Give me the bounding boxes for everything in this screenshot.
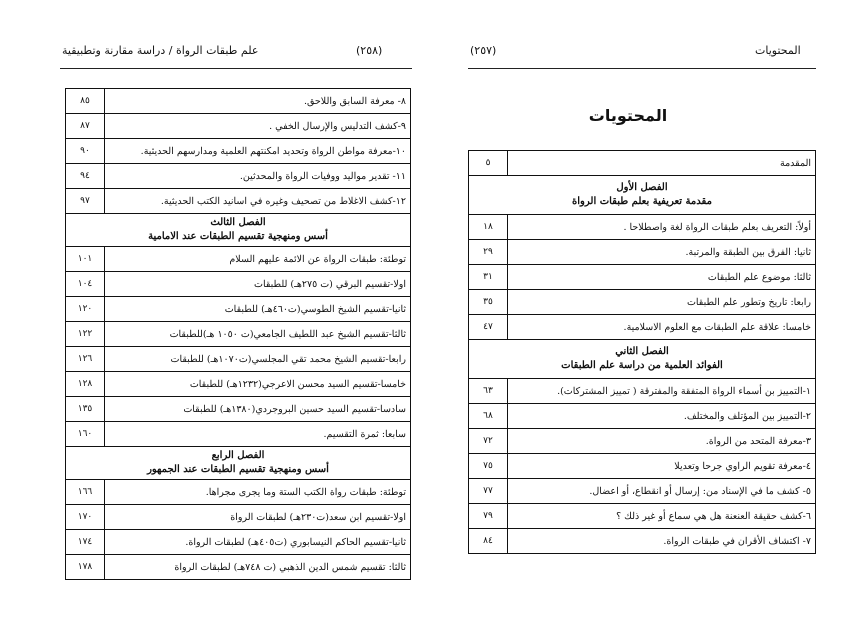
toc-entry[interactable]: ٦-كشف حقيقة العنعنة هل هي سماع أو غير ذلك ؟ <box>508 504 816 529</box>
toc-page-number: ٨٧ <box>66 114 105 139</box>
toc-row <box>469 240 816 265</box>
toc-entry[interactable]: ١-التمييز بن أسماء الرواة المتفقة والمفترقة ( تمييز المشتركات). <box>508 379 816 404</box>
toc-page-number: ١٠٤ <box>66 272 105 297</box>
toc-row <box>469 151 816 176</box>
left-page-number: (٢٥٨) <box>356 44 383 57</box>
toc-page-number: ١٦٦ <box>66 480 105 505</box>
toc-entry[interactable]: توطئة: طبقات رواة الكتب الستة وما يجرى مجراها. <box>105 480 411 505</box>
toc-entry[interactable]: توطئة: طبقات الرواة عن الائمة عليهم السلام <box>105 247 411 272</box>
toc-entry[interactable]: ٢-التمييز بين المؤتلف والمختلف. <box>508 404 816 429</box>
chapter-subtitle: أسس ومنهجية تقسيم الطبقات عند الامامية <box>148 231 328 242</box>
toc-entry[interactable]: ٤-معرفة تقويم الراوي جرحا وتعديلا <box>508 454 816 479</box>
chapter-title: الفصل الثالث <box>210 217 266 228</box>
chapter-heading <box>66 214 411 247</box>
toc-page-number: ٦٣ <box>469 379 508 404</box>
left-toc-table <box>65 88 411 580</box>
toc-page-number: ١٣٥ <box>66 397 105 422</box>
toc-entry[interactable]: سادسا-تقسيم السيد حسين البروجردي(١٣٨٠هـ) للطبقات <box>105 397 411 422</box>
toc-row <box>66 272 411 297</box>
right-toc-table <box>468 150 816 554</box>
toc-entry[interactable]: رابعا: تاريخ وتطور علم الطبقات <box>508 290 816 315</box>
toc-row <box>66 89 411 114</box>
toc-row <box>469 504 816 529</box>
toc-page-number: ٦٨ <box>469 404 508 429</box>
toc-row <box>469 265 816 290</box>
toc-page-number: ٩٠ <box>66 139 105 164</box>
toc-row <box>66 247 411 272</box>
chapter-heading <box>469 176 816 215</box>
toc-row <box>469 454 816 479</box>
toc-row <box>66 114 411 139</box>
toc-page-number: ١٧٨ <box>66 555 105 580</box>
toc-page-number: ٧٢ <box>469 429 508 454</box>
toc-entry[interactable]: ثانيا: الفرق بين الطبقة والمرتبة. <box>508 240 816 265</box>
toc-row <box>66 297 411 322</box>
toc-page-number: ٩٧ <box>66 189 105 214</box>
toc-row <box>469 379 816 404</box>
toc-entry[interactable]: المقدمة <box>508 151 816 176</box>
toc-row <box>469 404 816 429</box>
toc-row <box>469 479 816 504</box>
toc-page-number: ١٧٤ <box>66 530 105 555</box>
toc-entry[interactable]: سابعا: ثمرة التقسيم. <box>105 422 411 447</box>
right-page-number: (٢٥٧) <box>470 44 497 57</box>
toc-entry[interactable]: خامسا: علاقة علم الطبقات مع العلوم الاسلامية. <box>508 315 816 340</box>
toc-entry[interactable]: ٥- كشف ما في الإسناد من: إرسال أو انقطاع، أو اعضال. <box>508 479 816 504</box>
toc-entry[interactable]: اولا-تقسيم البرقي (ت ٢٧٥هـ) للطبقات <box>105 272 411 297</box>
toc-page-number: ٤٧ <box>469 315 508 340</box>
toc-row <box>66 555 411 580</box>
toc-row <box>66 322 411 347</box>
toc-entry[interactable]: رابعا-تقسيم الشيخ محمد تقي المجلسي(ت١٠٧٠هـ) للطبقات <box>105 347 411 372</box>
chapter-title: الفصل الأول <box>616 182 668 193</box>
toc-row <box>66 422 411 447</box>
toc-row <box>66 139 411 164</box>
toc-row <box>469 315 816 340</box>
toc-entry[interactable]: أولاً: التعريف بعلم طبقات الرواة لغة واصطلاحا . <box>508 215 816 240</box>
chapter-heading <box>66 447 411 480</box>
toc-row <box>66 164 411 189</box>
toc-row <box>66 505 411 530</box>
toc-page-number: ٢٩ <box>469 240 508 265</box>
toc-row <box>469 529 816 554</box>
toc-row <box>66 480 411 505</box>
toc-page-number: ٨٤ <box>469 529 508 554</box>
toc-page-number: ١٨ <box>469 215 508 240</box>
toc-entry[interactable]: اولا-تقسيم ابن سعد(ت٢٣٠هـ) لطبقات الرواة <box>105 505 411 530</box>
toc-row <box>66 189 411 214</box>
toc-row <box>469 215 816 240</box>
toc-page-number: ١٢٦ <box>66 347 105 372</box>
chapter-subtitle: الفوائد العلمية من دراسة علم الطبقات <box>561 360 723 371</box>
toc-entry[interactable]: ثالثا: تقسيم شمس الدين الذهبي (ت ٧٤٨هـ) لطبقات الرواة <box>105 555 411 580</box>
right-header-rule <box>468 68 816 69</box>
chapter-title: الفصل الثاني <box>615 346 669 357</box>
toc-entry[interactable]: ثالثا-تقسيم الشيخ عبد اللطيف الجامعي(ت ١٠٥٠ هـ)للطبقات <box>105 322 411 347</box>
toc-entry[interactable]: ١١- تقدير مواليد ووفيات الرواة والمحدثين. <box>105 164 411 189</box>
toc-page-number: ٧٥ <box>469 454 508 479</box>
toc-entry[interactable]: خامسا-تقسيم السيد محسن الاعرجي(١٢٣٢هـ) للطبقات <box>105 372 411 397</box>
toc-row <box>66 372 411 397</box>
toc-page-number: ١٠١ <box>66 247 105 272</box>
toc-row <box>469 290 816 315</box>
left-header-rule <box>60 68 412 69</box>
chapter-title: الفصل الرابع <box>211 450 265 461</box>
toc-page-number: ٧٧ <box>469 479 508 504</box>
toc-page-number: ٣٥ <box>469 290 508 315</box>
toc-page-number: ٣١ <box>469 265 508 290</box>
toc-entry[interactable]: ١٢-كشف الاغلاط من تصحيف وغيره في اسانيد الكتب الحديثية. <box>105 189 411 214</box>
toc-row <box>469 429 816 454</box>
toc-page-number: ٧٩ <box>469 504 508 529</box>
toc-row <box>66 397 411 422</box>
contents-title: المحتويات <box>588 106 668 125</box>
toc-page-number: ١٦٠ <box>66 422 105 447</box>
chapter-heading <box>469 340 816 379</box>
toc-entry[interactable]: ٣-معرفة المتحد من الرواة. <box>508 429 816 454</box>
toc-row <box>66 530 411 555</box>
toc-entry[interactable]: ٩-كشف التدليس والإرسال الخفي . <box>105 114 411 139</box>
toc-entry[interactable]: ١٠-معرفة مواطن الرواة وتحديد امكنتهم العلمية ومدارسهم الحديثية. <box>105 139 411 164</box>
toc-page-number: ١٢٠ <box>66 297 105 322</box>
toc-entry[interactable]: ٧- اكتشاف الأقران في طبقات الرواة. <box>508 529 816 554</box>
chapter-subtitle: مقدمة تعريفية بعلم طبقات الرواة <box>572 196 712 207</box>
toc-entry[interactable]: ٨- معرفة السابق واللاحق. <box>105 89 411 114</box>
toc-entry[interactable]: ثانيا-تقسيم الحاكم النيسابوري (ت٤٠٥هـ) لطبقات الرواة. <box>105 530 411 555</box>
chapter-subtitle: أسس ومنهجية تقسيم الطبقات عند الجمهور <box>147 464 329 475</box>
toc-page-number: ٩٤ <box>66 164 105 189</box>
toc-entry[interactable]: ثالثا: موضوع علم الطبقات <box>508 265 816 290</box>
toc-page-number: ١٢٢ <box>66 322 105 347</box>
toc-page-number: ٨٥ <box>66 89 105 114</box>
toc-row <box>66 347 411 372</box>
left-header-title: علم طبقات الرواة / دراسة مقارنة وتطبيقية <box>62 44 259 57</box>
toc-page-number: ١٢٨ <box>66 372 105 397</box>
toc-page-number: ١٧٠ <box>66 505 105 530</box>
right-header-title: المحتويات <box>755 44 801 57</box>
toc-entry[interactable]: ثانيا-تقسيم الشيخ الطوسي(ت٤٦٠هـ) للطبقات <box>105 297 411 322</box>
toc-page-number: ٥ <box>469 151 508 176</box>
